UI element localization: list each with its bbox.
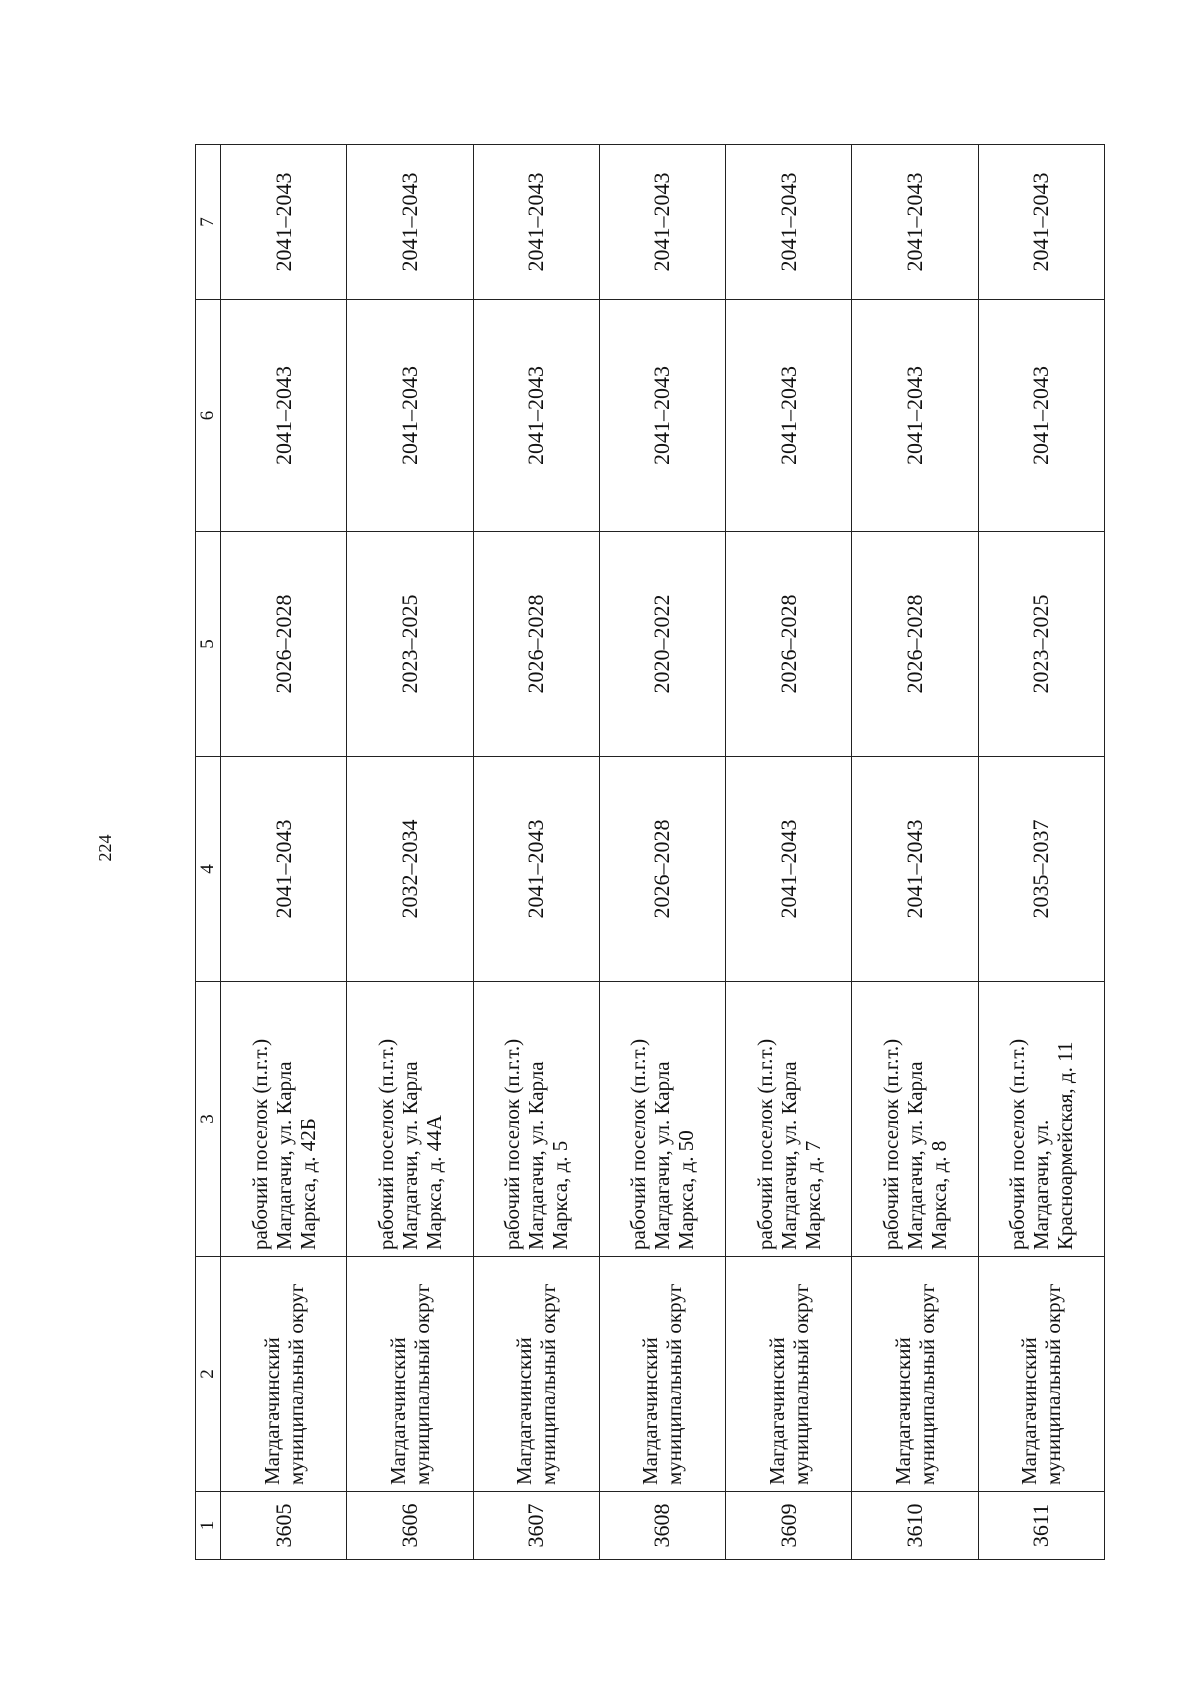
period-cell-7: 2041–2043 bbox=[347, 145, 473, 300]
region-cell: Магдагачинский муниципальный округ bbox=[726, 1257, 852, 1492]
row-id: 3609 bbox=[726, 1492, 852, 1560]
period-cell-6: 2041–2043 bbox=[347, 300, 473, 532]
period-cell-6: 2041–2043 bbox=[852, 300, 978, 532]
period-cell-5: 2023–2025 bbox=[978, 532, 1104, 757]
column-header: 5 bbox=[196, 532, 221, 757]
region-cell: Магдагачинский муниципальный округ bbox=[473, 1257, 599, 1492]
region-cell: Магдагачинский муниципальный округ bbox=[599, 1257, 725, 1492]
period-cell-4: 2035–2037 bbox=[978, 757, 1104, 982]
period-cell-6: 2041–2043 bbox=[599, 300, 725, 532]
region-cell: Магдагачинский муниципальный округ bbox=[221, 1257, 347, 1492]
period-cell-4: 2032–2034 bbox=[347, 757, 473, 982]
address-cell: рабочий поселок (п.г.т.) Магдагачи, ул. Карла Маркса, д. 8 bbox=[852, 982, 978, 1257]
row-id: 3608 bbox=[599, 1492, 725, 1560]
period-cell-7: 2041–2043 bbox=[726, 145, 852, 300]
period-cell-6: 2041–2043 bbox=[221, 300, 347, 532]
period-cell-4: 2026–2028 bbox=[599, 757, 725, 982]
rotated-table-container bbox=[195, 145, 1105, 1560]
period-cell-4: 2041–2043 bbox=[221, 757, 347, 982]
period-cell-4: 2041–2043 bbox=[852, 757, 978, 982]
address-cell: рабочий поселок (п.г.т.) Магдагачи, ул. Карла Маркса, д. 5 bbox=[473, 982, 599, 1257]
header-row bbox=[196, 145, 221, 1560]
row-id: 3610 bbox=[852, 1492, 978, 1560]
table-row bbox=[347, 145, 473, 1560]
period-cell-7: 2041–2043 bbox=[852, 145, 978, 300]
period-cell-7: 2041–2043 bbox=[599, 145, 725, 300]
address-cell: рабочий поселок (п.г.т.) Магдагачи, ул. Карла Маркса, д. 44А bbox=[347, 982, 473, 1257]
address-cell: рабочий поселок (п.г.т.) Магдагачи, ул. Карла Маркса, д. 50 bbox=[599, 982, 725, 1257]
column-header: 6 bbox=[196, 300, 221, 532]
page-number: 224 bbox=[95, 834, 115, 862]
address-cell: рабочий поселок (п.г.т.) Магдагачи, ул. Красноармейская, д. 11 bbox=[978, 982, 1104, 1257]
period-cell-5: 2026–2028 bbox=[726, 532, 852, 757]
table-row bbox=[852, 145, 978, 1560]
region-cell: Магдагачинский муниципальный округ bbox=[978, 1257, 1104, 1492]
table-row bbox=[473, 145, 599, 1560]
period-cell-6: 2041–2043 bbox=[473, 300, 599, 532]
table-rotation-frame bbox=[195, 145, 1105, 1560]
column-header: 4 bbox=[196, 757, 221, 982]
row-id: 3605 bbox=[221, 1492, 347, 1560]
row-id: 3611 bbox=[978, 1492, 1104, 1560]
period-cell-5: 2026–2028 bbox=[852, 532, 978, 757]
address-cell: рабочий поселок (п.г.т.) Магдагачи, ул. Карла Маркса, д. 42Б bbox=[221, 982, 347, 1257]
period-cell-6: 2041–2043 bbox=[726, 300, 852, 532]
table-row bbox=[978, 145, 1104, 1560]
table-body bbox=[221, 145, 1105, 1560]
region-cell: Магдагачинский муниципальный округ bbox=[852, 1257, 978, 1492]
column-header: 2 bbox=[196, 1257, 221, 1492]
period-cell-5: 2026–2028 bbox=[473, 532, 599, 757]
period-cell-7: 2041–2043 bbox=[221, 145, 347, 300]
period-cell-5: 2023–2025 bbox=[347, 532, 473, 757]
table-row bbox=[221, 145, 347, 1560]
schedule-table bbox=[195, 144, 1105, 1560]
period-cell-7: 2041–2043 bbox=[978, 145, 1104, 300]
period-cell-4: 2041–2043 bbox=[473, 757, 599, 982]
period-cell-5: 2026–2028 bbox=[221, 532, 347, 757]
period-cell-6: 2041–2043 bbox=[978, 300, 1104, 532]
column-header: 7 bbox=[196, 145, 221, 300]
table-row bbox=[599, 145, 725, 1560]
column-header: 3 bbox=[196, 982, 221, 1257]
row-id: 3606 bbox=[347, 1492, 473, 1560]
period-cell-7: 2041–2043 bbox=[473, 145, 599, 300]
period-cell-4: 2041–2043 bbox=[726, 757, 852, 982]
period-cell-5: 2020–2022 bbox=[599, 532, 725, 757]
address-cell: рабочий поселок (п.г.т.) Магдагачи, ул. Карла Маркса, д. 7 bbox=[726, 982, 852, 1257]
column-header: 1 bbox=[196, 1492, 221, 1560]
row-id: 3607 bbox=[473, 1492, 599, 1560]
region-cell: Магдагачинский муниципальный округ bbox=[347, 1257, 473, 1492]
table-row bbox=[726, 145, 852, 1560]
